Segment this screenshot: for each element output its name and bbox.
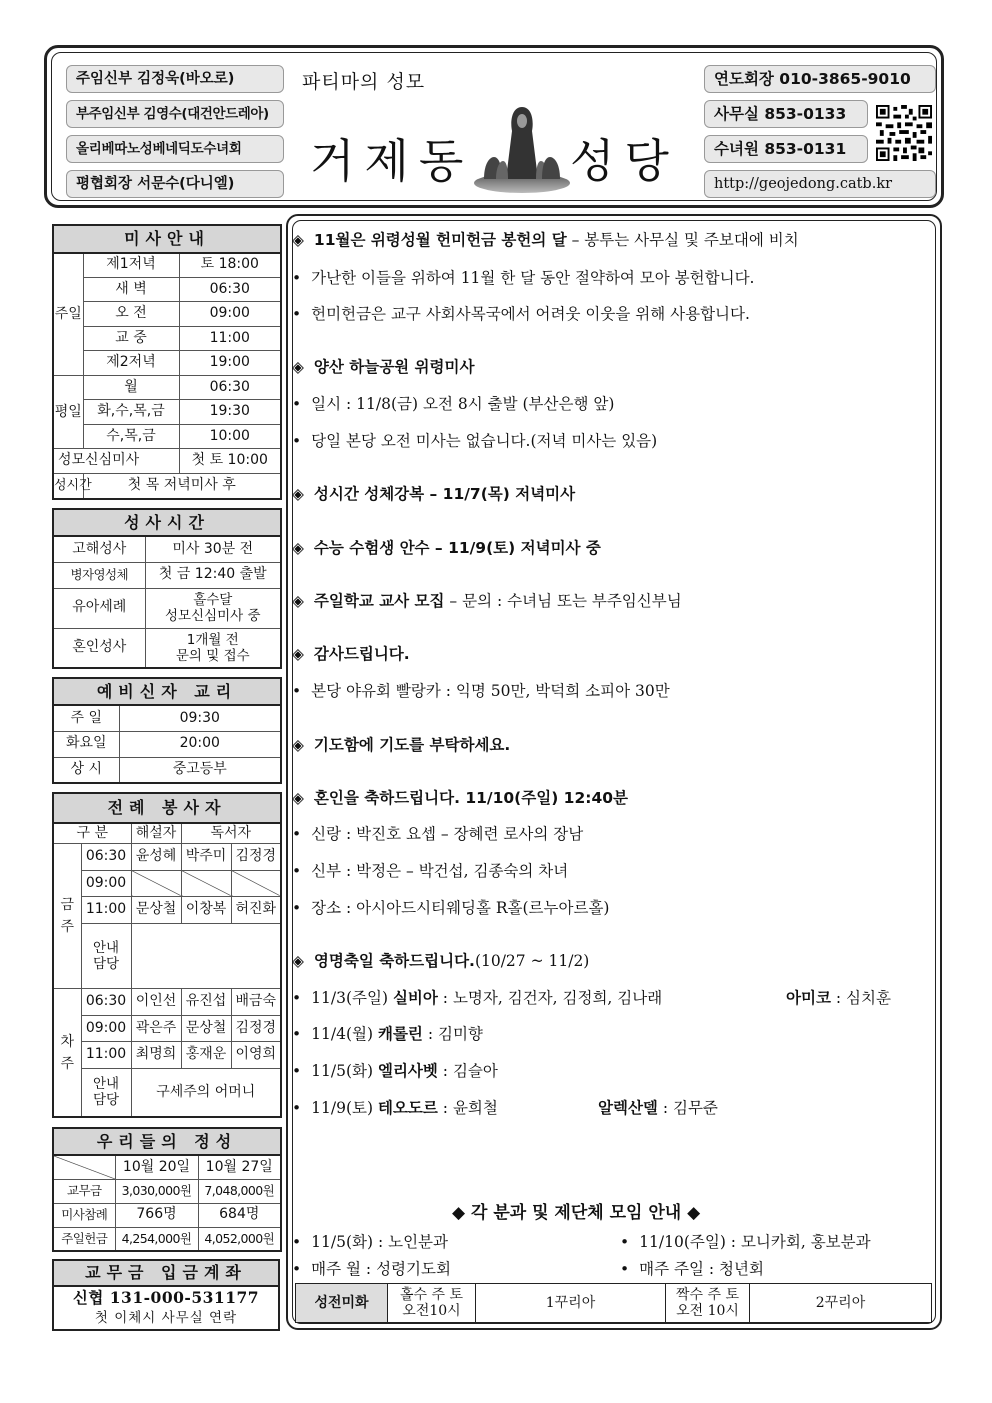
account-title: 교무금 입금계좌 (53, 1260, 279, 1286)
server-name: 이인선 (131, 989, 181, 1015)
offering-type: 미사참례 (53, 1203, 115, 1227)
feast-item-second (786, 986, 891, 1008)
diamond-bullet-icon: ◈ (292, 539, 304, 557)
account-number: 신협 131-000-531177 (72, 1288, 260, 1307)
mass-name: 성시간 (53, 473, 83, 499)
notice-board-inner-frame (292, 220, 936, 1324)
notice-item (292, 392, 614, 414)
notice-heading (292, 733, 510, 755)
saint-name: 알렉산델 (598, 1099, 658, 1117)
guide-label: 안내 담당 (81, 923, 131, 989)
guide-label: 안내 담당 (81, 1068, 131, 1117)
bullet-icon: • (292, 1099, 302, 1117)
bullet-icon: • (292, 432, 302, 450)
offering-amount: 684명 (198, 1203, 281, 1227)
group-item-text: 매주 월 : 성령기도회 (311, 1260, 451, 1278)
diamond-bullet-icon: ◈ (292, 231, 304, 249)
notice-heading-text: 수능 수험생 안수 – 11/9(토) 저녁미사 중 (313, 539, 601, 557)
feast-date: 11/4(월) (311, 1025, 374, 1043)
notice-item-text: 헌미헌금은 교구 사회사목국에서 어려웃 이웃을 위해 사용합니다. (311, 305, 750, 323)
notice-item (292, 429, 657, 451)
notice-heading (292, 786, 628, 808)
class-time: 중고등부 (119, 757, 281, 783)
mass-name: 제1저녁 (83, 253, 179, 278)
saint-name: 엘리사벳 (377, 1062, 438, 1080)
server-name: 최명희 (131, 1042, 181, 1068)
server-name: 이창복 (181, 897, 231, 923)
mass-time: 19:00 (179, 351, 281, 376)
notice-item (292, 859, 568, 881)
notice-item-text: 일시 : 11/8(금) 오전 8시 출발 (부산은행 앞) (311, 395, 615, 413)
notice-heading-detail: (10/27 ~ 11/2) (474, 952, 590, 970)
account-note: 첫 이체시 사무실 연락 (94, 1310, 238, 1326)
server-time: 06:30 (81, 989, 131, 1015)
notice-heading-text: 주일학교 교사 모집 (313, 592, 445, 610)
feast-people: : 심치훈 (830, 989, 891, 1007)
offering-date: 10월 27일 (198, 1155, 281, 1179)
feast-date: 11/9(토) (311, 1099, 374, 1117)
bullet-icon: • (292, 825, 302, 843)
diamond-bullet-icon: ◈ (292, 736, 304, 754)
next-week-guide: 구세주의 어머니 (131, 1068, 281, 1117)
notice-item (292, 896, 609, 918)
feast-date: 11/3(주일) (311, 989, 389, 1007)
offering-type: 주일헌금 (53, 1227, 115, 1251)
class-time: 20:00 (119, 731, 281, 757)
feast-people: : 김슬아 (437, 1062, 498, 1080)
server-name-empty (131, 870, 181, 896)
mass-name: 수,목,금 (83, 424, 179, 449)
server-name: 홍재운 (181, 1042, 231, 1068)
assistant-priest: 부주임신부 김영수(대건안드레아) (66, 100, 284, 128)
group-item: • 11/10(주일) : 모니카회, 홍보분과 (620, 1233, 871, 1251)
office-phone: 사무실 853-0133 (704, 100, 868, 128)
patron-subtitle: 파티마의 성모 (302, 71, 426, 93)
church-name-right: 성당 (570, 134, 679, 188)
mass-name: 화,수,목,금 (83, 400, 179, 425)
commentator-header: 해설자 (131, 823, 181, 844)
flower-duty-table (295, 1283, 932, 1323)
server-name: 곽은주 (131, 1015, 181, 1041)
notice-heading (292, 228, 799, 250)
server-name: 문상철 (181, 1015, 231, 1041)
mass-name: 제2저녁 (83, 351, 179, 376)
account-table (52, 1259, 280, 1331)
offering-table (52, 1127, 282, 1252)
offering-date: 10월 20일 (115, 1155, 198, 1179)
feast-item (292, 1059, 498, 1081)
group-item-text: 매주 주일 : 청년회 (639, 1260, 764, 1278)
lector-header: 독서자 (181, 823, 281, 844)
notice-item-text: 장소 : 아시아드시티웨딩홀 R홀(르누아르홀) (311, 899, 610, 917)
mass-name: 성모신심미사 (53, 449, 179, 474)
bullet-icon: • (292, 989, 302, 1007)
offering-amount: 766명 (115, 1203, 198, 1227)
church-name-left: 거제동 (310, 134, 474, 188)
offering-amount: 7,048,000원 (198, 1179, 281, 1203)
offering-amount: 4,254,000원 (115, 1227, 198, 1251)
mass-time: 첫 토 10:00 (179, 449, 281, 474)
diamond-bullet-icon: ◈ (292, 789, 304, 807)
notice-heading-text: 성시간 성체강복 – 11/7(목) 저녁미사 (313, 485, 576, 503)
server-name-empty (231, 870, 281, 896)
notice-heading (292, 482, 575, 504)
mass-name: 교 중 (83, 326, 179, 351)
server-time: 09:00 (81, 870, 131, 896)
notice-item-text: 신랑 : 박진호 요셉 – 장혜련 로사의 장남 (311, 825, 584, 843)
notice-heading-text: 영명축일 축하드립니다. (313, 952, 475, 970)
saint-name: 실비아 (392, 989, 438, 1007)
mass-name: 월 (83, 375, 179, 400)
weekday-label: 평일 (53, 375, 83, 449)
qr-code-icon[interactable] (876, 105, 932, 161)
even-week-group: 2꾸리아 (750, 1284, 932, 1323)
next-week-label: 차주 (53, 989, 81, 1117)
group-item-text: 11/10(주일) : 모니카회, 홍보분과 (639, 1233, 871, 1251)
mass-schedule-table (52, 224, 282, 500)
bullet-icon: • (292, 682, 302, 700)
convent-phone: 수녀원 853-0131 (704, 135, 868, 163)
notice-item-text: 신부 : 박정은 – 박건섭, 김종숙의 차녀 (311, 862, 569, 880)
notice-heading (292, 355, 474, 377)
our-lady-statue-icon (472, 99, 572, 195)
catechumen-title: 예비신자 교리 (53, 678, 281, 705)
saint-name: 아미코 (786, 989, 831, 1007)
mass-schedule-title: 미사안내 (53, 225, 281, 253)
server-time: 11:00 (81, 897, 131, 923)
feast-item-second (598, 1096, 718, 1118)
class-time: 09:30 (119, 705, 281, 731)
notice-item (292, 822, 583, 844)
server-name: 유진섭 (181, 989, 231, 1015)
offering-type: 교무금 (53, 1179, 115, 1203)
liturgy-servers-table (52, 792, 282, 1118)
notice-item (292, 302, 750, 324)
odd-week-group: 1꾸리아 (476, 1284, 666, 1323)
bullet-icon: • (292, 305, 302, 323)
notice-item (292, 266, 754, 288)
mass-name: 오 전 (83, 302, 179, 327)
sacrament-name: 병자영성체 (53, 562, 145, 588)
server-name: 김정경 (231, 1015, 281, 1041)
feast-people: : 김무준 (657, 1099, 718, 1117)
server-name: 문상철 (131, 897, 181, 923)
mass-time: 첫 목 저녁미사 후 (83, 473, 281, 499)
catechumen-table (52, 677, 282, 784)
bullet-icon: • (292, 862, 302, 880)
servers-title: 전례 봉사자 (53, 793, 281, 823)
mass-time: 토 18:00 (179, 253, 281, 278)
notice-board (286, 214, 942, 1330)
group-item: • 11/5(화) : 노인분과 (292, 1233, 448, 1251)
server-name: 김정경 (231, 844, 281, 870)
feast-item (292, 1022, 483, 1044)
server-name: 이영희 (231, 1042, 281, 1068)
even-week-label: 짝수 주 토 오전 10시 (666, 1284, 750, 1323)
sacrament-title: 성사시간 (53, 509, 281, 536)
notice-heading-text: 양산 하늘공원 위령미사 (313, 358, 475, 376)
notice-heading (292, 642, 410, 664)
notice-heading (292, 949, 589, 971)
group-item: • 매주 주일 : 청년회 (620, 1260, 764, 1278)
sacrament-time: 첫 금 12:40 출발 (145, 562, 281, 588)
server-time: 09:00 (81, 1015, 131, 1041)
bullet-icon: • (292, 899, 302, 917)
sacrament-name: 혼인성사 (53, 628, 145, 668)
notice-item-text: 당일 본당 오전 미사는 없습니다.(저녁 미사는 있음) (311, 432, 658, 450)
notice-heading (292, 536, 601, 558)
sacrament-table (52, 508, 282, 669)
diamond-bullet-icon: ◈ (292, 358, 304, 376)
homepage-url[interactable]: http://geojedong.catb.kr (704, 170, 936, 198)
head-priest: 주임신부 김정욱(바오로) (66, 65, 284, 93)
council-president: 평협회장 서문수(다니엘) (66, 170, 284, 198)
diamond-bullet-icon: ◈ (292, 485, 304, 503)
server-time: 11:00 (81, 1042, 131, 1068)
saint-name: 캐롤린 (377, 1025, 423, 1043)
notice-heading-text: 기도함에 기도를 부탁하세요. (313, 736, 511, 754)
sacrament-name: 유아세례 (53, 588, 145, 628)
notice-heading-text: 11월은 위령성월 헌미헌금 봉헌의 달 (313, 231, 567, 249)
feast-date: 11/5(화) (311, 1062, 374, 1080)
class-day: 주 일 (53, 705, 119, 731)
sacrament-time: 홀수달 성모신심미사 중 (145, 588, 281, 628)
feast-item (292, 986, 662, 1008)
sacrament-time: 미사 30분 전 (145, 536, 281, 562)
diamond-bullet-icon: ◈ (292, 592, 304, 610)
notice-heading-text: 혼인을 축하드립니다. 11/10(주일) 12:40분 (313, 789, 628, 807)
notice-heading-detail: – 문의 : 수녀님 또는 부주임신부님 (444, 592, 682, 610)
offering-amount: 3,030,000원 (115, 1179, 198, 1203)
mass-name: 새 벽 (83, 277, 179, 302)
notice-item-text: 본당 야유회 빨랑카 : 익명 50만, 박덕희 소피아 30만 (311, 682, 670, 700)
feast-people: : 김미향 (422, 1025, 483, 1043)
feast-item (292, 1096, 498, 1118)
notice-item-text: 가난한 이들을 위하여 11월 한 달 동안 절약하여 모아 봉헌합니다. (311, 269, 755, 287)
bullet-icon: • (292, 1025, 302, 1043)
flower-duty-label: 성전미화 (296, 1284, 388, 1323)
feast-people: : 윤희철 (437, 1099, 498, 1117)
server-name: 박주미 (181, 844, 231, 870)
server-name: 허진화 (231, 897, 281, 923)
sacrament-name: 고해성사 (53, 536, 145, 562)
server-name: 배금숙 (231, 989, 281, 1015)
saint-name: 테오도르 (377, 1099, 438, 1117)
this-week-guide (131, 923, 281, 989)
mass-time: 11:00 (179, 326, 281, 351)
class-day: 상 시 (53, 757, 119, 783)
this-week-label: 금주 (53, 844, 81, 989)
sacrament-time: 1개월 전 문의 및 접수 (145, 628, 281, 668)
group-item-text: 11/5(화) : 노인분과 (311, 1233, 448, 1251)
group-item: • 매주 월 : 성령기도회 (292, 1260, 451, 1278)
diamond-bullet-icon: ◈ (292, 645, 304, 663)
bulletin-header (44, 45, 944, 208)
class-day: 화요일 (53, 731, 119, 757)
server-name-empty (181, 870, 231, 896)
groups-title: ◆ 각 분과 및 제단체 모임 안내 ◆ (452, 1203, 701, 1223)
header-inner-frame (51, 52, 937, 201)
server-name: 윤성혜 (131, 844, 181, 870)
offering-title: 우리들의 정성 (53, 1128, 281, 1155)
offering-corner-cell (53, 1155, 115, 1179)
offering-amount: 4,052,000원 (198, 1227, 281, 1251)
odd-week-label: 홀수 주 토 오전10시 (388, 1284, 476, 1323)
mass-time: 19:30 (179, 400, 281, 425)
bullet-icon: • (292, 269, 302, 287)
bullet-icon: • (292, 1062, 302, 1080)
notice-heading (292, 589, 682, 611)
feast-people: : 노명자, 김건자, 김정희, 김나래 (437, 989, 663, 1007)
notice-heading-detail: – 봉투는 사무실 및 주보대에 비치 (566, 231, 799, 249)
sunday-label: 주일 (53, 253, 83, 376)
notice-item (292, 679, 670, 701)
mass-time: 10:00 (179, 424, 281, 449)
division-header: 구 분 (53, 823, 131, 844)
funeral-chair-phone: 연도회장 010-3865-9010 (704, 65, 936, 93)
mass-time: 09:00 (179, 302, 281, 327)
bullet-icon: • (292, 395, 302, 413)
mass-time: 06:30 (179, 375, 281, 400)
mass-time: 06:30 (179, 277, 281, 302)
notice-heading-text: 감사드립니다. (313, 645, 410, 663)
sisters-order: 올리베따노성베네딕도수녀회 (66, 135, 284, 163)
diamond-bullet-icon: ◈ (292, 952, 304, 970)
server-time: 06:30 (81, 844, 131, 870)
